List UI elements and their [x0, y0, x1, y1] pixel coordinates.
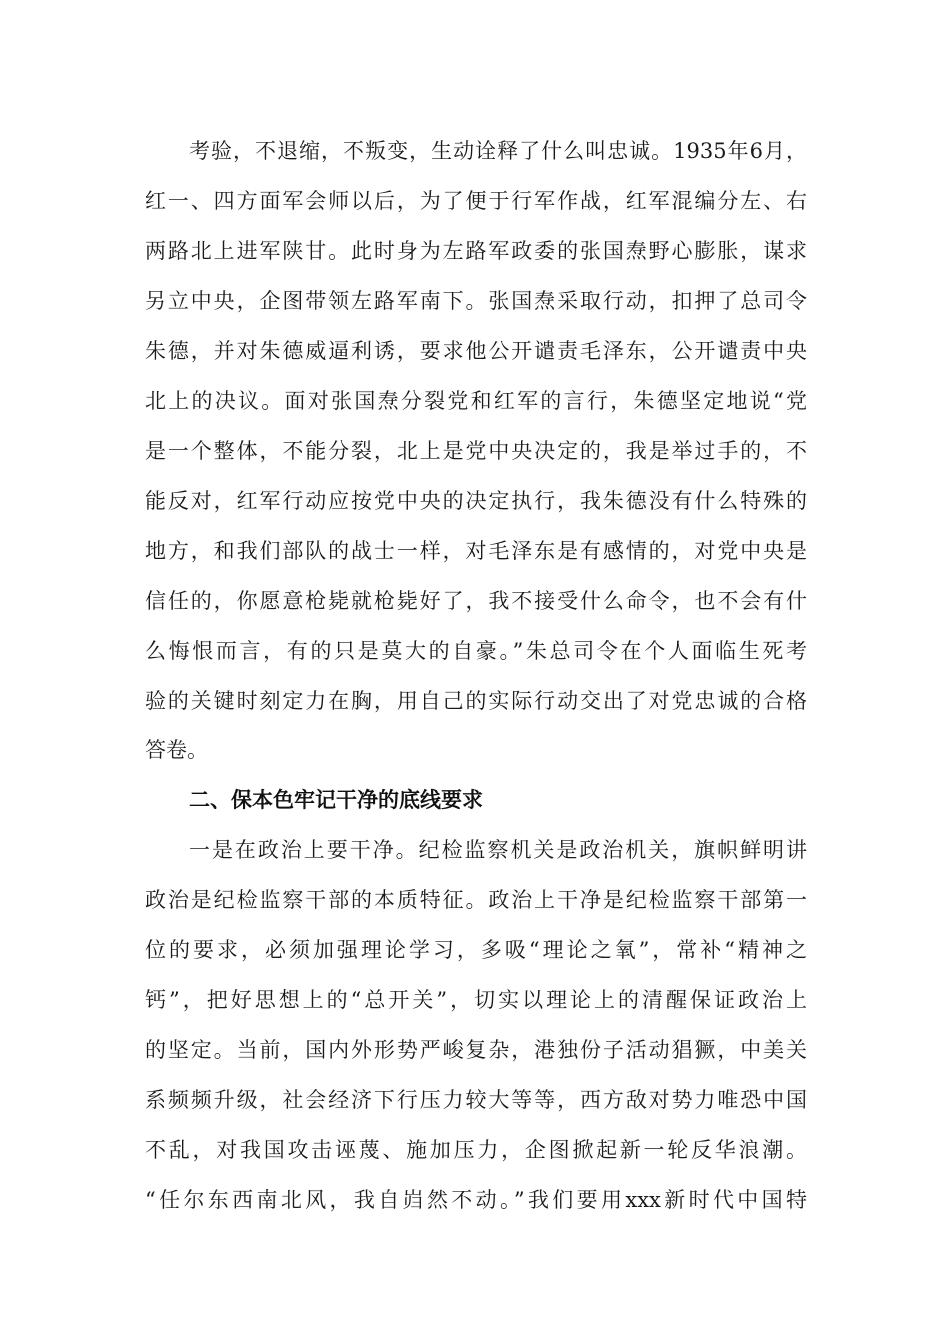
- paragraph2-line: 不乱，对我国攻击诬蔑、施加压力，企图掀起新一轮反华浪潮。: [145, 1138, 807, 1162]
- paragraph1-line: 答卷。: [145, 738, 208, 762]
- paragraph1-line: 另立中央，企图带领左路军南下。张国焘采取行动，扣押了总司令: [145, 289, 807, 313]
- paragraph2-line: “任尔东西南北风，我自岿然不动。”我们要用xxx新时代中国特: [145, 1188, 807, 1212]
- paragraph2-line: 位的要求，必须加强理论学习，多吸“理论之氧”，常补“精神之: [145, 938, 807, 962]
- paragraph1-line: 北上的决议。面对张国焘分裂党和红军的言行，朱德坚定地说“党: [145, 389, 807, 413]
- paragraph1-line: 两路北上进军陕甘。此时身为左路军政委的张国焘野心膨胀，谋求: [145, 239, 807, 263]
- paragraph1-line: 么悔恨而言，有的只是莫大的自豪。”朱总司令在个人面临生死考: [145, 639, 807, 663]
- paragraph1-line: 验的关键时刻定力在胸，用自己的实际行动交出了对党忠诚的合格: [145, 689, 807, 713]
- section-heading: 二、保本色牢记干净的底线要求: [189, 788, 483, 812]
- paragraph1-line: 考验，不退缩，不叛变，生动诠释了什么叫忠诚。1935年6月，: [189, 139, 807, 163]
- paragraph2-line: 的坚定。当前，国内外形势严峻复杂，港独份子活动猖獗，中美关: [145, 1038, 807, 1062]
- paragraph1-line: 地方，和我们部队的战士一样，对毛泽东是有感情的，对党中央是: [145, 539, 807, 563]
- paragraph1-line: 能反对，红军行动应按党中央的决定执行，我朱德没有什么特殊的: [145, 489, 807, 513]
- paragraph2-line: 系频频升级，社会经济下行压力较大等等，西方敌对势力唯恐中国: [145, 1088, 807, 1112]
- paragraph2-line: 钙”，把好思想上的“总开关”，切实以理论上的清醒保证政治上: [145, 988, 807, 1012]
- paragraph1-line: 朱德，并对朱德威逼利诱，要求他公开谴责毛泽东，公开谴责中央: [145, 339, 807, 363]
- paragraph1-line: 信任的，你愿意枪毙就枪毙好了，我不接受什么命令，也不会有什: [145, 589, 807, 613]
- paragraph1-line: 红一、四方面军会师以后，为了便于行军作战，红军混编分左、右: [145, 189, 807, 213]
- paragraph2-line: 政治是纪检监察干部的本质特征。政治上干净是纪检监察干部第一: [145, 888, 807, 912]
- paragraph1-line: 是一个整体，不能分裂，北上是党中央决定的，我是举过手的，不: [145, 439, 807, 463]
- paragraph2-line: 一是在政治上要干净。纪检监察机关是政治机关，旗帜鲜明讲: [189, 838, 807, 862]
